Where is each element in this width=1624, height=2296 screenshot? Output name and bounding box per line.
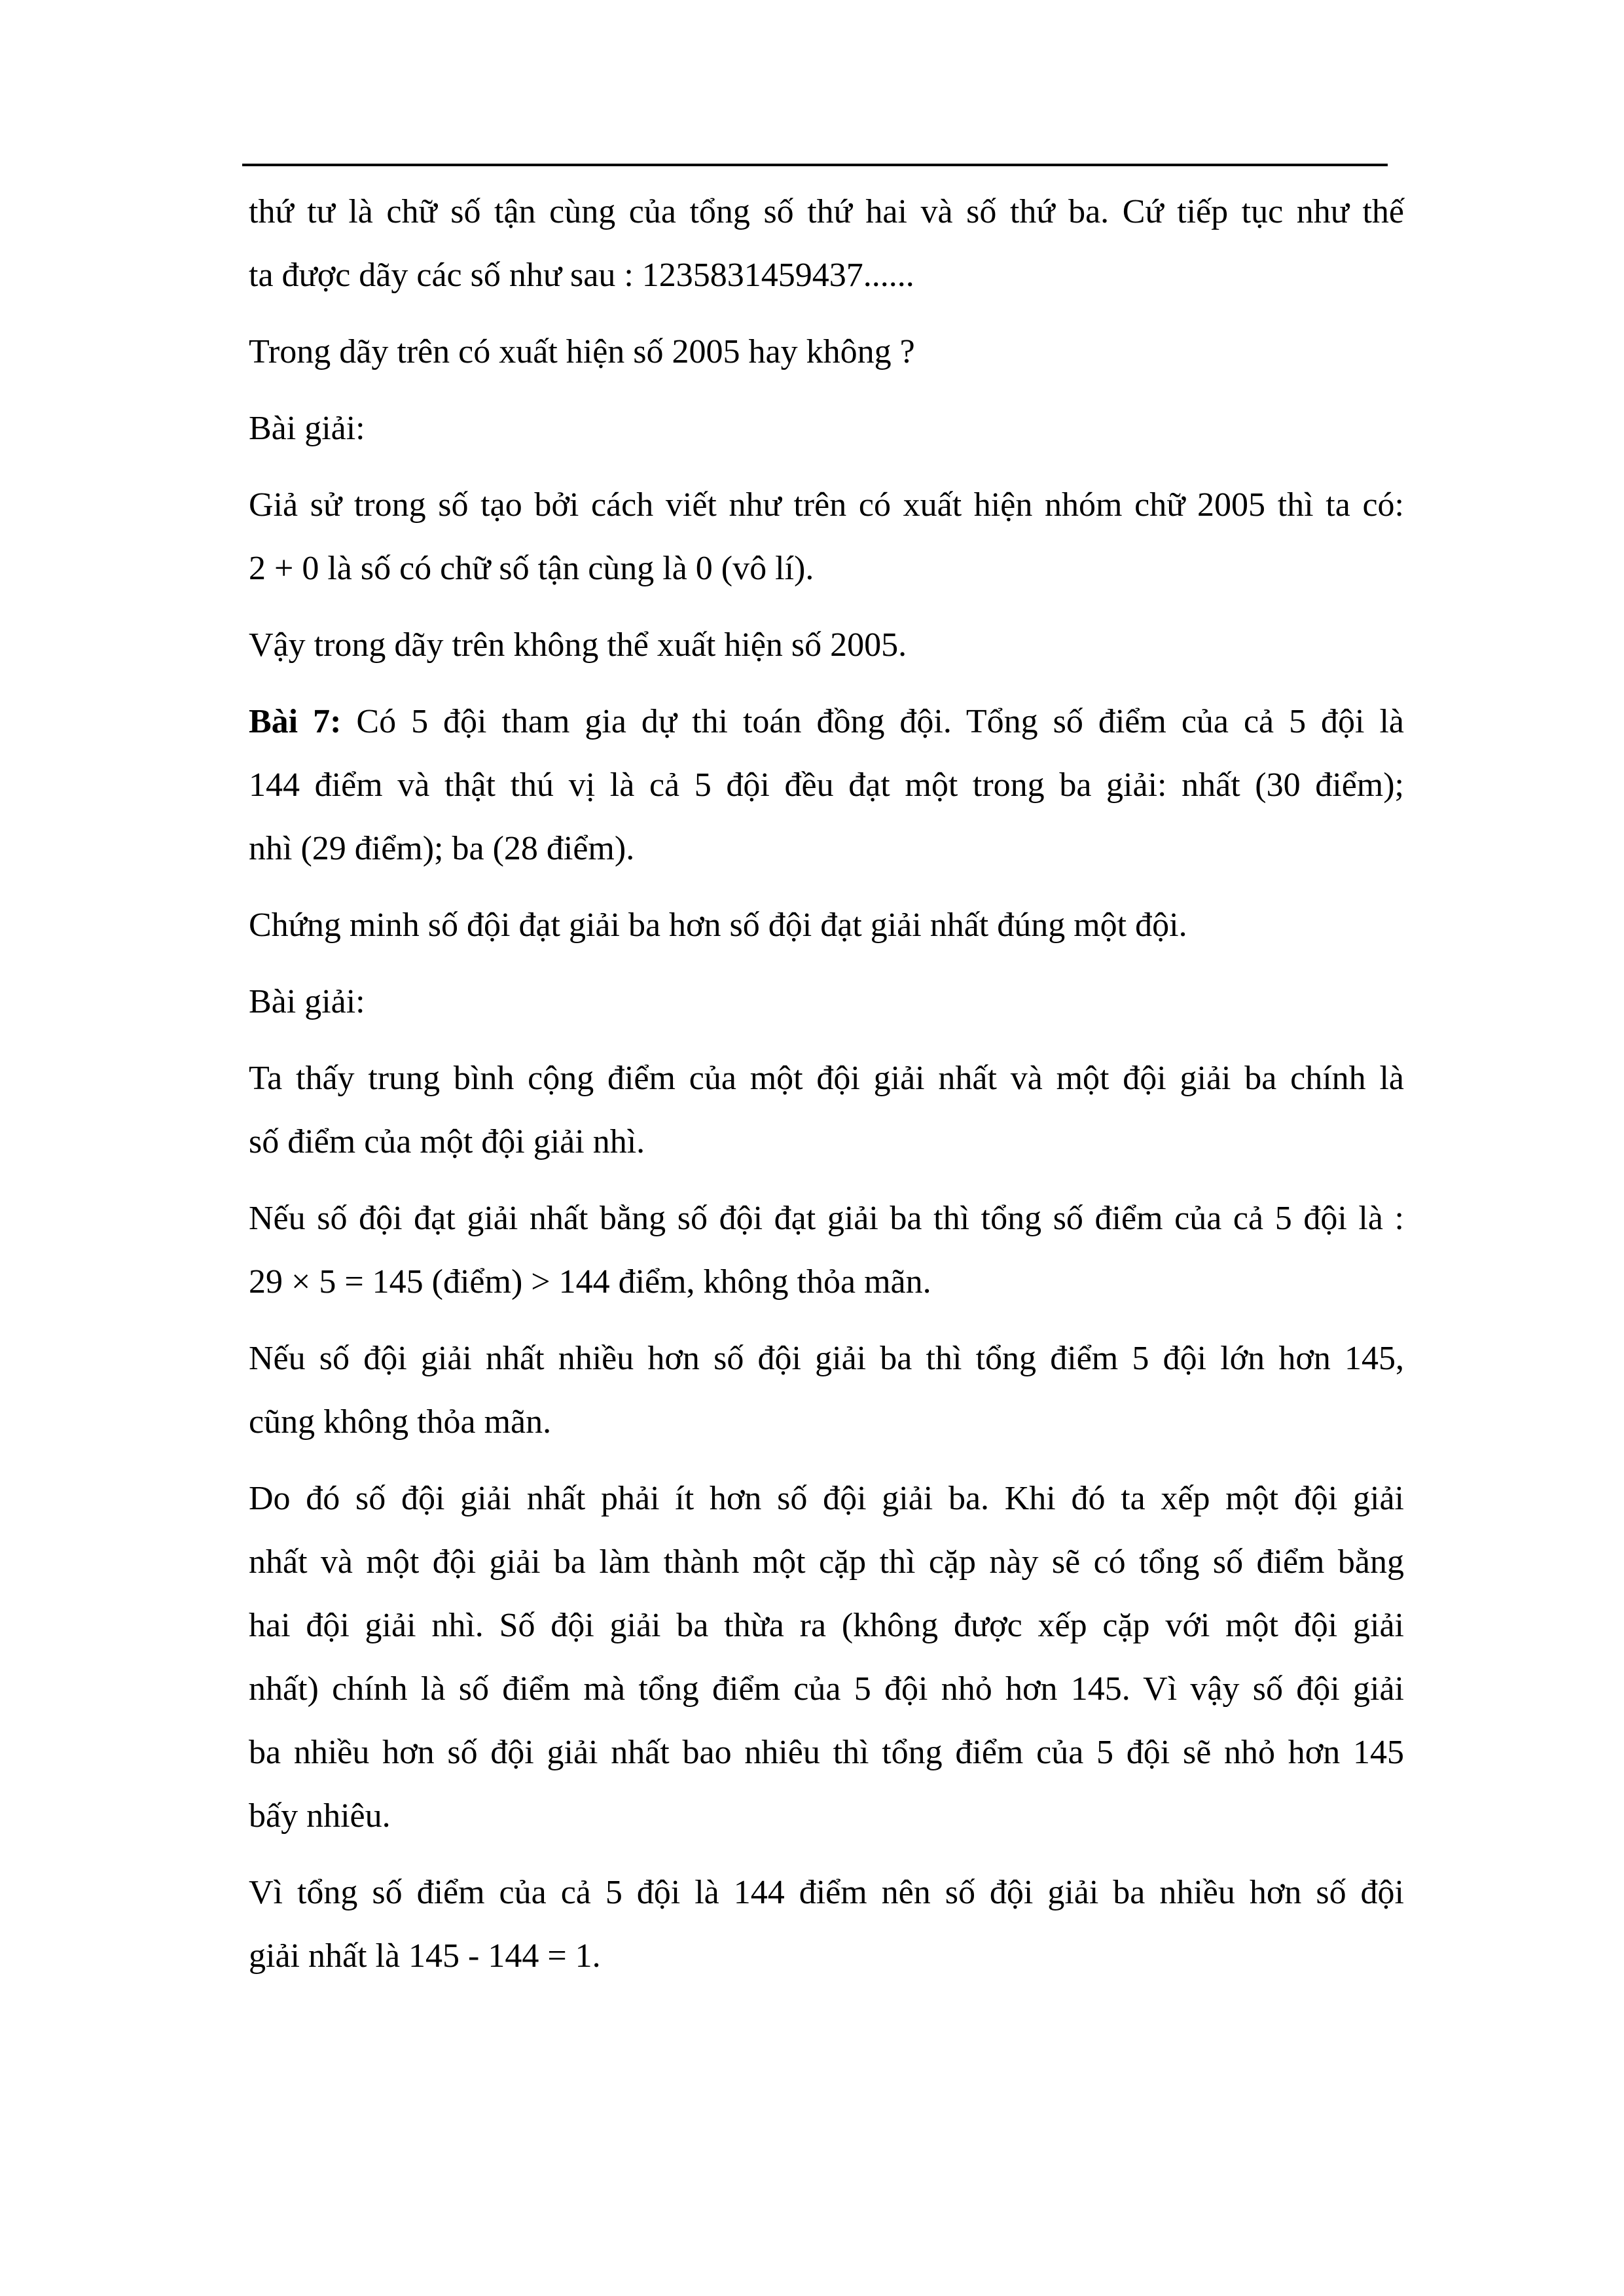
text-line: Bài giải: bbox=[249, 983, 365, 1020]
text-line: Chứng minh số đội đạt giải ba hơn số đội đạt giải nhất đúng một đội. bbox=[249, 906, 1187, 944]
conclusion-paragraph bbox=[249, 1861, 1404, 1988]
paragraph bbox=[249, 1327, 1404, 1454]
text-line: thứ tư là chữ số tận cùng của tổng số thứ hai và số thứ ba. Cứ tiếp tục như thế bbox=[249, 193, 1404, 230]
text-line: Giả sử trong số tạo bởi cách viết như trên có xuất hiện nhóm chữ 2005 thì ta có: bbox=[249, 486, 1404, 524]
text-line: ta được dãy các số như sau : 1235831459437...... bbox=[249, 257, 914, 294]
paragraph bbox=[249, 613, 1404, 677]
text-line bbox=[249, 690, 1404, 753]
text-line: bấy nhiêu. bbox=[249, 1797, 391, 1835]
text-line: Nếu số đội giải nhất nhiều hơn số đội giải ba thì tổng điểm 5 đội lớn hơn 145, bbox=[249, 1340, 1404, 1377]
problem-7-paragraph bbox=[249, 690, 1404, 880]
text-line: giải nhất là 145 - 144 = 1. bbox=[249, 1937, 601, 1975]
text-line: nhì (29 điểm); ba (28 điểm). bbox=[249, 830, 635, 867]
paragraph bbox=[249, 180, 1404, 307]
text-line: Trong dãy trên có xuất hiện số 2005 hay không ? bbox=[249, 333, 915, 370]
text-line: cũng không thỏa mãn. bbox=[249, 1403, 552, 1441]
solution-heading bbox=[249, 970, 1404, 1033]
text-line: số điểm của một đội giải nhì. bbox=[249, 1123, 645, 1160]
text-line: Vì tổng số điểm của cả 5 đội là 144 điểm nên số đội giải ba nhiều hơn số đội bbox=[249, 1874, 1404, 1911]
paragraph bbox=[249, 1187, 1404, 1314]
solution-heading bbox=[249, 397, 1404, 460]
question-paragraph bbox=[249, 320, 1404, 384]
text-line: Vậy trong dãy trên không thể xuất hiện số 2005. bbox=[249, 626, 907, 664]
text-line: nhất) chính là số điểm mà tổng điểm của 5 đội nhỏ hơn 145. Vì vậy số đội giải bbox=[249, 1670, 1404, 1708]
text-line: 29 × 5 = 145 (điểm) > 144 điểm, không thỏa mãn. bbox=[249, 1263, 931, 1300]
paragraph bbox=[249, 1047, 1404, 1174]
header-rule bbox=[242, 164, 1388, 166]
problem-7-label: Bài 7: bbox=[249, 703, 342, 740]
text-line: Bài giải: bbox=[249, 410, 365, 447]
text-line: Nếu số đội đạt giải nhất bằng số đội đạt giải ba thì tổng số điểm của cả 5 đội là : bbox=[249, 1200, 1404, 1237]
text-line: Do đó số đội giải nhất phải ít hơn số đội giải ba. Khi đó ta xếp một đội giải bbox=[249, 1480, 1404, 1517]
text-line: 2 + 0 là số có chữ số tận cùng là 0 (vô lí). bbox=[249, 550, 814, 587]
text-line: hai đội giải nhì. Số đội giải ba thừa ra (không được xếp cặp với một đội giải bbox=[249, 1607, 1404, 1644]
paragraph bbox=[249, 1467, 1404, 1848]
paragraph bbox=[249, 473, 1404, 600]
text-line: Ta thấy trung bình cộng điểm của một đội giải nhất và một đội giải ba chính là bbox=[249, 1060, 1404, 1097]
text-fragment: Có 5 đội tham gia dự thi toán đồng đội. Tổng số điểm của cả 5 đội là bbox=[341, 703, 1405, 740]
question-paragraph bbox=[249, 893, 1404, 957]
text-line: 144 điểm và thật thú vị là cả 5 đội đều đạt một trong ba giải: nhất (30 điểm); bbox=[249, 766, 1404, 804]
text-line: nhất và một đội giải ba làm thành một cặp thì cặp này sẽ có tổng số điểm bằng bbox=[249, 1543, 1404, 1581]
text-line: ba nhiều hơn số đội giải nhất bao nhiêu thì tổng điểm của 5 đội sẽ nhỏ hơn 145 bbox=[249, 1734, 1404, 1771]
document-body bbox=[249, 180, 1404, 2001]
